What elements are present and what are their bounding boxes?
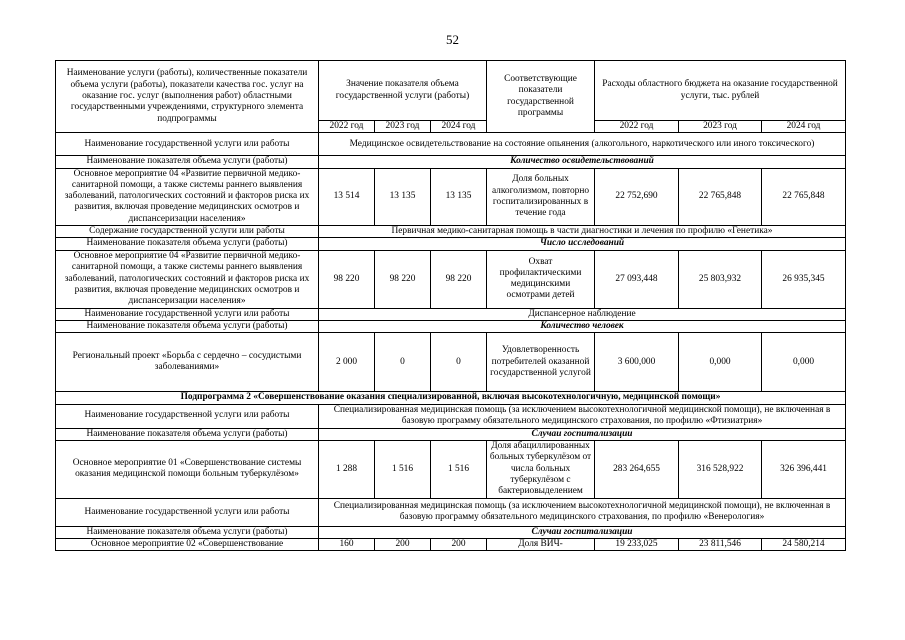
service-label: Наименование государственной услуги или работы bbox=[56, 308, 319, 320]
expense-2022: 19 233,025 bbox=[595, 539, 679, 551]
year-cell: 2024 год bbox=[431, 121, 487, 133]
service-value: Специализированная медицинская помощь (за исключением высокотехнологичной медицинской помощи), не включенная в базовую программу обязательного медицинского страхования, по профилю «Венерология» bbox=[319, 498, 846, 526]
volume-2022: 13 514 bbox=[319, 168, 375, 225]
expense-2024: 326 396,441 bbox=[762, 440, 846, 498]
program-indicator: Удовлетворенность потребителей оказанной государственной услугой bbox=[487, 333, 595, 392]
volume-2024: 98 220 bbox=[431, 250, 487, 308]
expense-2022: 283 264,655 bbox=[595, 440, 679, 498]
year-cell: 2023 год bbox=[375, 121, 431, 133]
table-row bbox=[56, 168, 846, 225]
volume-2022: 2 000 bbox=[319, 333, 375, 392]
indicator-label: Наименование показателя объема услуги (работы) bbox=[56, 526, 319, 538]
volume-2022: 1 288 bbox=[319, 440, 375, 498]
expense-2024: 24 580,214 bbox=[762, 539, 846, 551]
volume-2023: 13 135 bbox=[375, 168, 431, 225]
indicator-value: Количество освидетельствований bbox=[319, 156, 846, 168]
indicator-value: Случаи госпитализации bbox=[319, 526, 846, 538]
service-label: Содержание государственной услуги или работы bbox=[56, 226, 319, 238]
expense-2024: 22 765,848 bbox=[762, 168, 846, 225]
indicator-label: Наименование показателя объема услуги (работы) bbox=[56, 320, 319, 332]
table-row bbox=[56, 440, 846, 498]
table-header-row bbox=[56, 61, 846, 121]
expense-2023: 25 803,932 bbox=[679, 250, 762, 308]
activity-name: Основное мероприятие 02 «Совершенствование bbox=[56, 539, 319, 551]
indicator-row bbox=[56, 526, 846, 538]
volume-2022: 160 bbox=[319, 539, 375, 551]
year-cell: 2022 год bbox=[595, 121, 679, 133]
service-value: Диспансерное наблюдение bbox=[319, 308, 846, 320]
volume-2024: 13 135 bbox=[431, 168, 487, 225]
indicator-row bbox=[56, 238, 846, 250]
header-service-name: Наименование услуги (работы), количественные показатели объема услуги (работы), показатели качества гос. услуг на оказание гос. услуг (выполнения работ) областными государственными учреждениями, структурного элемента подпрограммы bbox=[56, 61, 319, 133]
indicator-label: Наименование показателя объема услуги (работы) bbox=[56, 428, 319, 440]
volume-2023: 200 bbox=[375, 539, 431, 551]
service-row bbox=[56, 404, 846, 428]
year-cell: 2022 год bbox=[319, 121, 375, 133]
indicator-label: Наименование показателя объема услуги (работы) bbox=[56, 238, 319, 250]
header-expenses: Расходы областного бюджета на оказание государственной услуги, тыс. рублей bbox=[595, 61, 846, 121]
service-row bbox=[56, 308, 846, 320]
program-indicator: Доля больных алкоголизмом, повторно госпитализированных в течение года bbox=[487, 168, 595, 225]
volume-2024: 0 bbox=[431, 333, 487, 392]
service-row bbox=[56, 226, 846, 238]
volume-2023: 98 220 bbox=[375, 250, 431, 308]
header-program-indicators: Соответствующие показатели государственной программы bbox=[487, 61, 595, 133]
expense-2023: 0,000 bbox=[679, 333, 762, 392]
activity-name: Основное мероприятие 01 «Совершенствование системы оказания медицинской помощи больным туберкулёзом» bbox=[56, 440, 319, 498]
service-value: Первичная медико-санитарная помощь в части диагностики и лечения по профилю «Генетика» bbox=[319, 226, 846, 238]
service-value: Медицинское освидетельствование на состояние опьянения (алкогольного, наркотического или иного токсического) bbox=[319, 133, 846, 156]
volume-2023: 1 516 bbox=[375, 440, 431, 498]
indicator-value: Количество человек bbox=[319, 320, 846, 332]
volume-2024: 1 516 bbox=[431, 440, 487, 498]
program-indicator: Доля абациллированных больных туберкулёзом от числа больных туберкулёзом с бактериовыделением bbox=[487, 440, 595, 498]
expense-2023: 316 528,922 bbox=[679, 440, 762, 498]
service-label: Наименование государственной услуги или работы bbox=[56, 498, 319, 526]
indicator-row bbox=[56, 320, 846, 332]
indicator-label: Наименование показателя объема услуги (работы) bbox=[56, 156, 319, 168]
expense-2024: 0,000 bbox=[762, 333, 846, 392]
budget-table bbox=[55, 60, 846, 551]
indicator-value: Случаи госпитализации bbox=[319, 428, 846, 440]
table-row bbox=[56, 333, 846, 392]
service-row bbox=[56, 498, 846, 526]
expense-2023: 23 811,546 bbox=[679, 539, 762, 551]
year-cell: 2023 год bbox=[679, 121, 762, 133]
subprogram-row bbox=[56, 392, 846, 404]
activity-name: Основное мероприятие 04 «Развитие первичной медико-санитарной помощи, а также системы раннего выявления заболеваний, патологических состояний и факторов риска их развития, включая проведение медицинских осмотров и диспансеризации населения» bbox=[56, 250, 319, 308]
activity-name: Основное мероприятие 04 «Развитие первичной медико-санитарной помощи, а также системы раннего выявления заболеваний, патологических состояний и факторов риска их развития, включая проведение медицинских осмотров и диспансеризации населения» bbox=[56, 168, 319, 225]
table-row bbox=[56, 539, 846, 551]
activity-name: Региональный проект «Борьба с сердечно – сосудистыми заболеваниями» bbox=[56, 333, 319, 392]
expense-2023: 22 765,848 bbox=[679, 168, 762, 225]
service-row bbox=[56, 133, 846, 156]
subprogram-title: Подпрограмма 2 «Совершенствование оказания специализированной, включая высокотехнологичную, медицинской помощи» bbox=[56, 392, 846, 404]
page-number: 52 bbox=[446, 32, 459, 47]
expense-2022: 22 752,690 bbox=[595, 168, 679, 225]
header-volume: Значение показателя объема государственной услуги (работы) bbox=[319, 61, 487, 121]
service-value: Специализированная медицинская помощь (за исключением высокотехнологичной медицинской помощи), не включенная в базовую программу обязательного медицинского страхования, по профилю «Фтизиатрия» bbox=[319, 404, 846, 428]
year-cell: 2024 год bbox=[762, 121, 846, 133]
table-row bbox=[56, 250, 846, 308]
volume-2022: 98 220 bbox=[319, 250, 375, 308]
expense-2022: 27 093,448 bbox=[595, 250, 679, 308]
program-indicator: Доля ВИЧ- bbox=[487, 539, 595, 551]
indicator-row bbox=[56, 428, 846, 440]
program-indicator: Охват профилактическими медицинскими осмотрами детей bbox=[487, 250, 595, 308]
service-label: Наименование государственной услуги или работы bbox=[56, 404, 319, 428]
indicator-row bbox=[56, 156, 846, 168]
volume-2024: 200 bbox=[431, 539, 487, 551]
volume-2023: 0 bbox=[375, 333, 431, 392]
expense-2022: 3 600,000 bbox=[595, 333, 679, 392]
expense-2024: 26 935,345 bbox=[762, 250, 846, 308]
service-label: Наименование государственной услуги или работы bbox=[56, 133, 319, 156]
indicator-value: Число исследований bbox=[319, 238, 846, 250]
